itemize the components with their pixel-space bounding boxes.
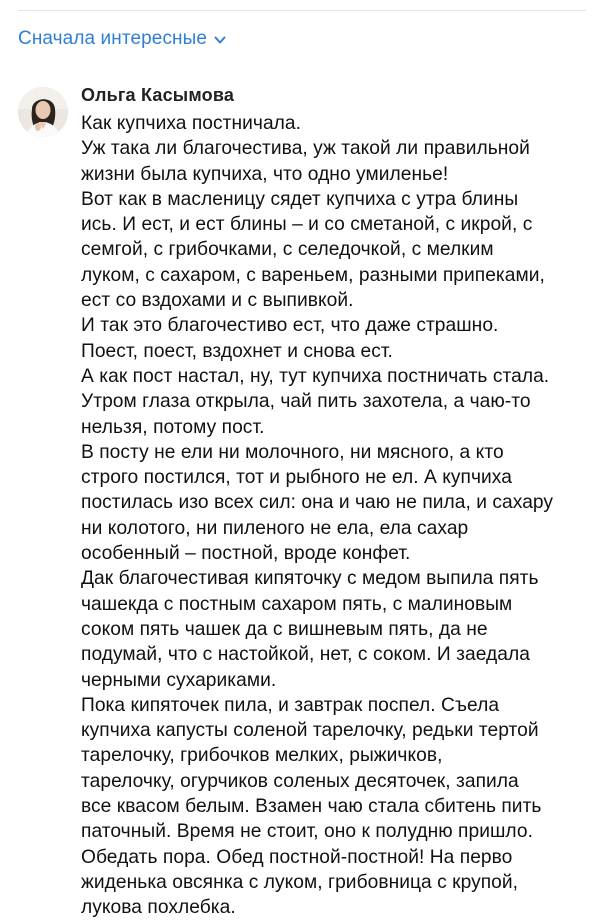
comment-text-line: Как купчиха постничала.: [81, 113, 302, 134]
comment-text-line: В посту не ели ни молочного, ни мясного, а кто: [81, 441, 504, 463]
comment-text-line: Вот как в масленицу сядет купчиха с утра блины: [81, 188, 519, 210]
comment-text-line: купчиха капусты соленой тарелочку, редьки тертой: [81, 720, 539, 742]
comment-text-line: Пока кипяточек пила, и завтрак поспел. Съела: [81, 694, 500, 716]
comment-text-line: жизни была купчиха, что одно умиленье!: [81, 163, 449, 185]
avatar[interactable]: [18, 87, 68, 137]
comment-text-line: И так это благочестиво ест, что даже страшно.: [81, 315, 499, 337]
comment-text-line: тарелочку, огурчиков соленых десяточек, запила: [81, 770, 519, 792]
comment-text-line: Дак благочестивая кипяточку с медом выпила пять: [81, 568, 539, 590]
comment-text-line: соком пять чашек да с вишневым пять, да не: [81, 618, 488, 640]
comment-text-line: Поест, поест, вздохнет и снова ест.: [81, 340, 393, 362]
comment-text-line: черными сухариками.: [81, 669, 277, 691]
comment-text-line: ест со вздохами и с выпивкой.: [81, 290, 354, 312]
sort-dropdown[interactable]: [18, 28, 227, 50]
author-name[interactable]: Ольга Касымова: [81, 85, 235, 105]
comment-text-line: строго постился, тот и рыбного не ел. А купчиха: [81, 467, 512, 489]
chevron-down-icon: [213, 33, 227, 47]
comment-text-line: луком, с сахаром, с вареньем, разными припеками,: [81, 264, 545, 286]
avatar-photo-icon: [18, 87, 68, 137]
comment-text-line: Обедать пора. Обед постной-постной! На перво: [81, 846, 513, 868]
sort-label: Сначала интересные: [18, 28, 208, 49]
comment-body: [81, 82, 590, 921]
comment-text-line: подумай, что с настойкой, нет, с соком. И заедала: [81, 644, 530, 666]
comment-text-line: лукова похлебка.: [81, 897, 236, 919]
comment-text-line: чашекда с постным сахаром пять, с малиновым: [81, 593, 513, 615]
comment-text-line: постилась изо всех сил: она и чаю не пила, и сахару: [81, 492, 554, 514]
comment-text-line: все квасом белым. Взамен чаю стала сбитень пить: [81, 796, 542, 818]
comment-text-line: жиденька овсянка с луком, грибовница с крупой,: [81, 871, 519, 893]
comment-text-line: тарелочку, грибочков мелких, рыжичков,: [81, 745, 443, 767]
comment-text-line: Уж така ли благочестива, уж такой ли правильной: [81, 138, 530, 160]
comment-text-line: нельзя, потому пост.: [81, 416, 265, 438]
comment-text: [81, 111, 590, 921]
comment-text-line: семгой, с грибочками, с селедочкой, с мелким: [81, 239, 494, 261]
comment-text-line: А как пост настал, ну, тут купчиха постничать стала.: [81, 365, 550, 387]
comment-text-line: паточный. Время не стоит, оно к полудню пришло.: [81, 821, 533, 843]
comment-text-line: ни колотого, ни пиленого не ела, ела сахар: [81, 517, 469, 539]
top-divider: [18, 10, 586, 11]
comment-text-line: ись. И ест, и ест блины – и со сметаной, с икрой, с: [81, 214, 533, 236]
comment-text-line: особенный – постной, вроде конфет.: [81, 543, 411, 565]
comment-text-line: Утром глаза открыла, чай пить захотела, а чаю-то: [81, 391, 531, 413]
